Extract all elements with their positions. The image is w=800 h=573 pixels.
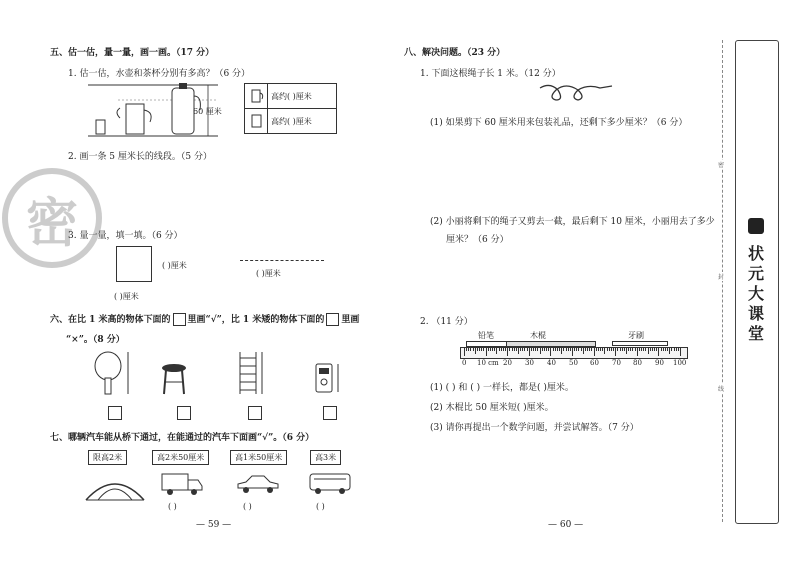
tick-label-10: 10 cm	[477, 359, 499, 367]
answer-box-stool[interactable]	[177, 406, 191, 420]
ruler-tick	[613, 348, 614, 351]
ruler-tick	[648, 348, 649, 354]
tick-label-50: 50	[569, 359, 578, 367]
section-6-box-2	[326, 313, 339, 326]
toothbrush-bar	[612, 341, 668, 346]
ruler-tick-labels	[462, 359, 687, 369]
ruler-tick	[531, 348, 532, 351]
ruler-tick	[490, 348, 491, 351]
ruler-tick	[559, 348, 560, 351]
ruler-tick	[678, 348, 679, 351]
ruler-tick	[512, 348, 513, 351]
ruler-tick	[470, 348, 471, 351]
answer-box-tree[interactable]	[108, 406, 122, 420]
answer-box-ladder[interactable]	[248, 406, 262, 420]
ruler-tick	[667, 348, 668, 351]
ruler-tick	[669, 348, 670, 354]
ruler-tick	[637, 348, 638, 356]
bus-icon	[308, 470, 354, 496]
ruler-tick	[507, 348, 508, 356]
ruler-tick	[499, 348, 500, 351]
ruler-tick	[611, 348, 612, 351]
ruler-tick	[533, 348, 534, 351]
ruler-tick	[581, 348, 582, 351]
binding-char-1: 密	[718, 162, 725, 169]
ruler-tick	[639, 348, 640, 351]
ruler-tick	[464, 348, 465, 356]
ruler-tick	[628, 348, 629, 351]
tick-label-70: 70	[612, 359, 621, 367]
ruler-tick	[477, 348, 478, 351]
tick-label-20: 20	[503, 359, 512, 367]
ruler-tick	[578, 348, 579, 351]
kettle-cup-illustration	[88, 80, 248, 142]
car-answer-paren[interactable]: ( )	[243, 502, 252, 511]
section-6-cross-note: “×”。（8 分）	[66, 335, 125, 345]
ruler-tick	[466, 348, 467, 351]
ruler-tick	[632, 348, 633, 351]
ruler-tick	[674, 348, 675, 351]
tick-label-80: 80	[633, 359, 642, 367]
question-8-2-2[interactable]: (2) 木棍比 50 厘米短( )厘米。	[430, 403, 554, 413]
ruler-tick	[520, 348, 521, 351]
ruler-tick	[483, 348, 484, 351]
sign-limit-height: 限高2米	[88, 450, 127, 465]
ruler-tick	[658, 348, 659, 356]
ruler-tick	[661, 348, 662, 351]
square-side-blank[interactable]: ( )厘米	[162, 261, 187, 270]
ruler-tick	[604, 348, 605, 354]
ruler-tick	[643, 348, 644, 351]
bus-answer-paren[interactable]: ( )	[316, 502, 325, 511]
section-6-part-c: 里画	[341, 315, 360, 325]
ruler-tick	[617, 348, 618, 351]
ruler-tick	[574, 348, 575, 351]
ruler-tick	[665, 348, 666, 351]
question-8-2-1[interactable]: (1) ( ) 和 ( ) 一样长，都是( )厘米。	[430, 383, 574, 393]
ruler-tick	[587, 348, 588, 351]
ruler-tick	[607, 348, 608, 351]
tick-label-0: 0	[462, 359, 467, 367]
cup-small-icon	[245, 109, 268, 134]
ruler-tick	[602, 348, 603, 351]
square-bottom-blank[interactable]: ( )厘米	[114, 292, 139, 301]
ruler-tick	[589, 348, 590, 351]
ruler-tick	[473, 348, 474, 351]
estimate-row-1[interactable]: 高约( )厘米	[268, 84, 337, 109]
question-5-1: 1. 估一估，水壶和茶杯分别有多高？（6 分）	[68, 69, 251, 79]
height-mark-label: 60 厘米	[193, 107, 222, 116]
ruler-tick	[626, 348, 627, 354]
sign-car-height: 高1米50厘米	[230, 450, 287, 465]
tick-label-60: 60	[590, 359, 599, 367]
question-5-3: 3. 量一量，填一填。（6 分）	[68, 231, 183, 241]
ruler-tick	[680, 348, 681, 356]
ruler-tick	[509, 348, 510, 351]
ruler-figure	[460, 322, 690, 370]
ruler-tick	[600, 348, 601, 351]
tick-label-100: 100	[673, 359, 687, 367]
ruler-tick	[563, 348, 564, 351]
pencil-label: 铅笔	[478, 331, 494, 340]
question-8-2-3: (3) 请你再提出一个数学问题，并尝试解答。（7 分）	[430, 423, 639, 433]
ruler-tick	[650, 348, 651, 351]
question-8-1-1: (1) 如果剪下 60 厘米用来包装礼品，还剩下多少厘米？（6 分）	[430, 118, 688, 128]
ruler-tick	[671, 348, 672, 351]
ruler-tick	[566, 348, 567, 351]
ruler-tick	[501, 348, 502, 351]
ruler-tick	[479, 348, 480, 351]
page-number-right: — 60 —	[548, 520, 584, 530]
heater-icon	[314, 362, 344, 396]
stool-icon	[160, 362, 192, 396]
question-8-2: 2. （11 分）	[420, 317, 473, 327]
car-icon	[236, 472, 280, 496]
question-8-1-2b: 厘米？（6 分）	[446, 235, 509, 245]
brand-badge-icon	[748, 218, 764, 234]
ruler-tick	[524, 348, 525, 351]
section-6-part-b: 里画“√”，比 1 米矮的物体下面的	[187, 315, 325, 325]
ruler-tick	[572, 348, 573, 356]
ruler-tick	[622, 348, 623, 351]
binding-char-3: 线	[718, 386, 725, 393]
question-5-2: 2. 画一条 5 厘米长的线段。（5 分）	[68, 152, 212, 162]
question-8-1-2a: (2) 小丽将剩下的绳子又剪去一截，最后剩下 10 厘米，小丽用去了多少	[430, 217, 715, 227]
ruler-tick	[548, 348, 549, 351]
ruler-tick	[518, 348, 519, 354]
sign-bus-height: 高3米	[310, 450, 341, 465]
ruler-tick	[583, 348, 584, 354]
ruler-tick	[635, 348, 636, 351]
ruler-tick	[514, 348, 515, 351]
ruler-tick	[503, 348, 504, 351]
watermark-text: 密	[25, 192, 78, 254]
ruler-tick	[494, 348, 495, 351]
ruler-tick	[529, 348, 530, 356]
ruler-tick	[475, 348, 476, 354]
ruler-tick	[652, 348, 653, 351]
ruler-tick	[550, 348, 551, 356]
ruler-tick	[488, 348, 489, 351]
ruler-tick	[496, 348, 497, 354]
ruler-tick	[615, 348, 616, 356]
ruler-tick	[555, 348, 556, 351]
ladder-icon	[236, 350, 264, 396]
section-6-title	[50, 312, 359, 326]
dashed-segment	[240, 260, 324, 261]
ruler-tick	[591, 348, 592, 351]
ruler-tick	[505, 348, 506, 351]
tick-label-30: 30	[525, 359, 534, 367]
ruler-tick	[641, 348, 642, 351]
ruler-tick	[568, 348, 569, 351]
section-8-title: 八、解决问题。（23 分）	[404, 48, 506, 58]
estimate-table	[244, 83, 337, 134]
ruler-tick	[654, 348, 655, 351]
ruler-tick	[624, 348, 625, 351]
estimate-row-2[interactable]: 高约( )厘米	[268, 109, 337, 134]
ruler-tick	[620, 348, 621, 351]
answer-box-heater[interactable]	[323, 406, 337, 420]
ruler-tick	[645, 348, 646, 351]
page-number-left: — 59 —	[196, 520, 232, 530]
segment-blank[interactable]: ( )厘米	[256, 269, 281, 278]
truck-answer-paren[interactable]: ( )	[168, 502, 177, 511]
ruler-tick	[535, 348, 536, 351]
tick-label-40: 40	[547, 359, 556, 367]
ruler-tick	[527, 348, 528, 351]
ruler-tick	[598, 348, 599, 351]
ruler-tick	[576, 348, 577, 351]
truck-icon	[160, 470, 204, 498]
ruler-tick	[481, 348, 482, 351]
ruler-tick	[663, 348, 664, 351]
bridge-icon	[84, 472, 146, 502]
stick-label: 木棍	[530, 331, 546, 340]
question-8-1: 1. 下面这根绳子长 1 米。（12 分）	[420, 69, 561, 79]
square-shape	[116, 246, 152, 282]
ruler-tick	[516, 348, 517, 351]
ruler-tick	[553, 348, 554, 351]
binding-dashed-line	[722, 40, 723, 522]
ruler-tick	[676, 348, 677, 351]
ruler-tick	[596, 348, 597, 351]
kettle-small-icon	[245, 84, 268, 109]
tick-label-90: 90	[655, 359, 664, 367]
ruler-ticks	[464, 348, 680, 357]
ruler-tick	[540, 348, 541, 354]
ruler-tick	[492, 348, 493, 351]
binding-char-2: 封	[718, 274, 725, 281]
ruler-tick	[544, 348, 545, 351]
section-6-box-1	[173, 313, 186, 326]
section-6-part-a: 六、在比 1 米高的物体下面的	[50, 315, 171, 325]
ruler-tick	[609, 348, 610, 351]
ruler-tick	[542, 348, 543, 351]
ruler-tick	[522, 348, 523, 351]
ruler-tick	[546, 348, 547, 351]
sign-truck-height: 高2米50厘米	[152, 450, 209, 465]
ruler-tick	[561, 348, 562, 354]
ruler-tick	[557, 348, 558, 351]
ruler-tick	[570, 348, 571, 351]
tree-icon	[92, 350, 136, 396]
section-5-title: 五、估一估，量一量，画一画。（17 分）	[50, 48, 215, 58]
watermark-seal	[2, 168, 102, 268]
toothbrush-label: 牙刷	[628, 331, 644, 340]
ruler-tick	[630, 348, 631, 351]
ruler-tick	[656, 348, 657, 351]
ruler-tick	[537, 348, 538, 351]
ruler-tick	[468, 348, 469, 351]
brand-logo-text: 状元大课堂	[747, 244, 764, 343]
rope-icon	[538, 80, 616, 104]
section-7-title: 七、哪辆汽车能从桥下通过，在能通过的汽车下面画“√”。（6 分）	[50, 433, 315, 443]
ruler-tick	[486, 348, 487, 356]
ruler-tick	[594, 348, 595, 356]
ruler-tick	[585, 348, 586, 351]
